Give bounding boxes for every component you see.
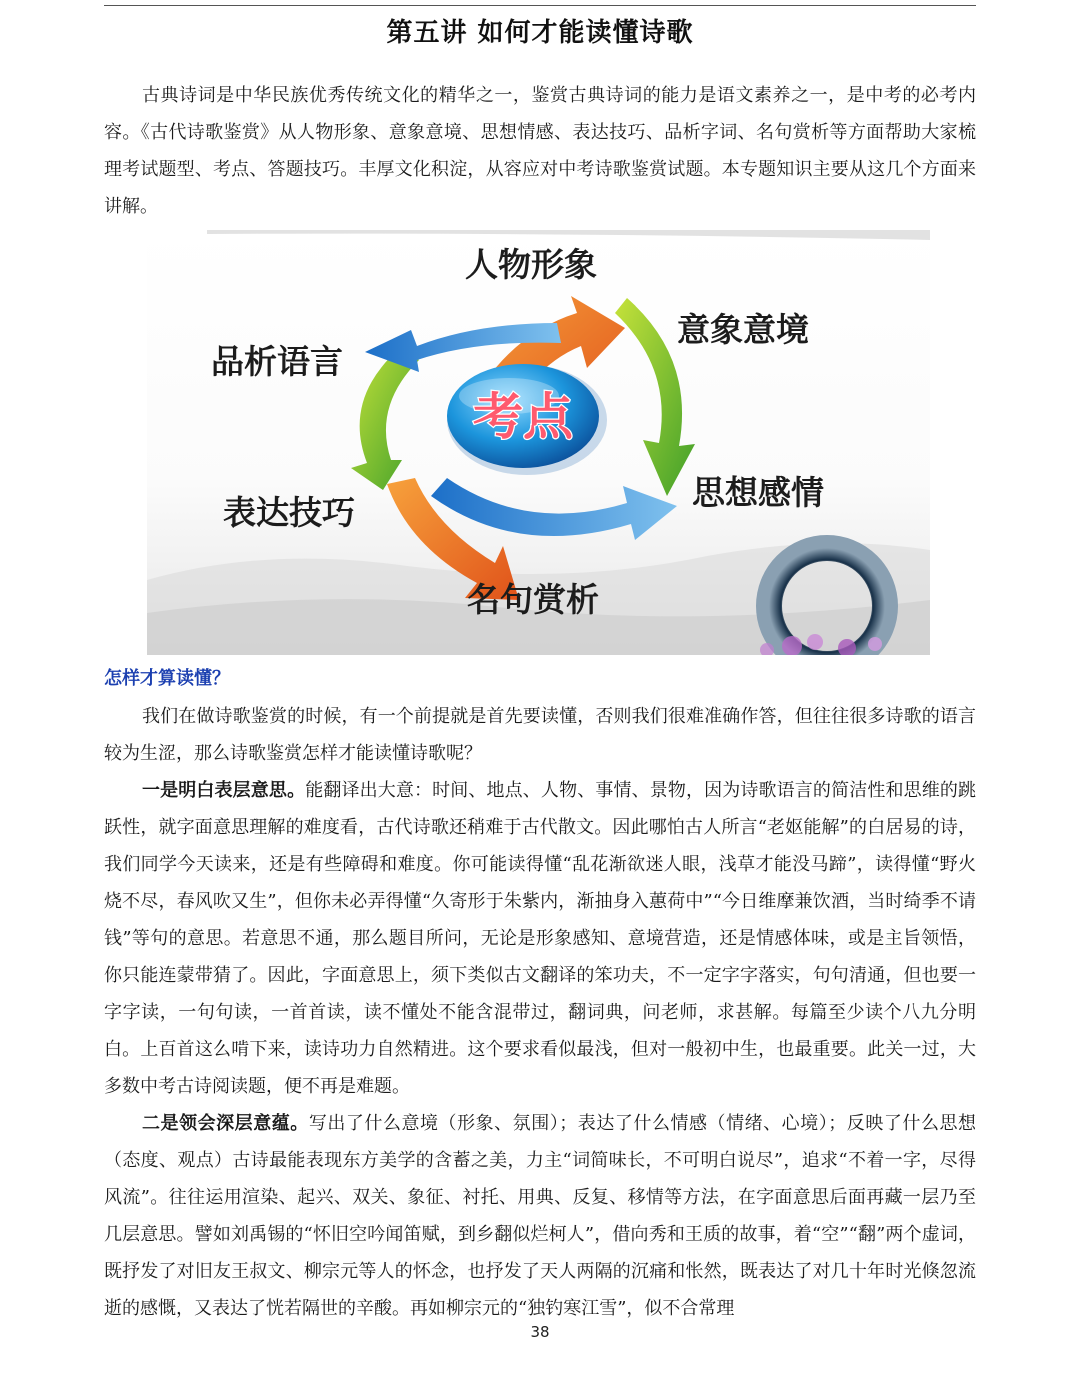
label-character-image: 人物形象 [465, 245, 597, 284]
intro-paragraph: 古典诗词是中华民族优秀传统文化的精华之一，鉴赏古典诗词的能力是语文素养之一，是中考的必考内容。《古代诗歌鉴赏》从人物形象、意象意境、思想情感、表达技巧、品析字词、名句赏析等方面帮助大家梳理考试题型、考点、答题技巧。丰厚文化积淀，从容应对中考诗歌鉴赏试题。本专题知识主要从这几个方面来讲解。 [104, 85, 976, 217]
paragraph-surface-meaning [104, 772, 976, 1105]
label-famous-lines: 名句赏析 [467, 580, 599, 619]
page-number: 38 [530, 1323, 550, 1341]
paragraph-reading-premise: 我们在做诗歌鉴赏的时候，有一个前提就是首先要读懂，否则我们很难准确作答，但往往很多诗歌的语言较为生涩，那么诗歌鉴赏怎样才能读懂诗歌呢？ [104, 706, 976, 764]
section-subheading: 怎样才算读懂？ [104, 668, 230, 689]
label-imagery-mood: 意象意境 [677, 310, 809, 349]
label-expression-techniques: 表达技巧 [223, 493, 355, 532]
label-language-analysis: 品析语言 [211, 342, 343, 381]
paragraph-deep-meaning [104, 1105, 976, 1327]
exam-points-diagram [147, 228, 930, 655]
surface-meaning-body: 能翻译出大意：时间、地点、人物、事情、景物，因为诗歌语言的简洁性和思维的跳跃性，就字面意思理解的难度看，古代诗歌还稍难于古代散文。因此哪怕古人所言“老妪能解”的白居易的诗，我们同学今天读来，还是有些障碍和难度。你可能读得懂“乱花渐欲迷人眼，浅草才能没马蹄”，读得懂“野火烧不尽，春风吹又生”，但你未必弄得懂“久寄形于朱紫内，渐抽身入蕙荷中”“今日维摩兼饮酒，当时绮季不请钱”等句的意思。若意思不通，那么题目所问，无论是形象感知、意境营造，还是情感体味，或是主旨领悟，你只能连蒙带猜了。因此，字面意思上，须下类似古文翻译的笨功夫，不一定字字落实，句句清通，但也要一字字读，一句句读，一首首读，读不懂处不能含混带过，翻词典，问老师，求甚解。每篇至少读个八九分明白。上百首这么啃下来，读诗功力自然精进。这个要求看似最浅，但对一般初中生，也最重要。此关一过，大多数中考古诗阅读题，便不再是难题。 [104, 780, 976, 1097]
deep-meaning-lead: 二是领会深层意蕴。 [142, 1113, 309, 1134]
top-rule [104, 5, 976, 6]
page-title: 第五讲 如何才能读懂诗歌 [386, 18, 694, 48]
deep-meaning-body: 写出了什么意境（形象、氛围）；表达了什么情感（情绪、心境）；反映了什么思想（态度、观点）古诗最能表现东方美学的含蓄之美，力主“词简味长，不可明白说尽”，追求“不着一字，尽得风流”。往往运用渲染、起兴、双关、象征、衬托、用典、反复、移情等方法，在字面意思后面再藏一层乃至几层意思。譬如刘禹锡的“怀旧空吟闻笛赋，到乡翻似烂柯人”，借向秀和王质的故事，着“空”“翻”两个虚词，既抒发了对旧友王叔文、柳宗元等人的怀念，也抒发了天人两隔的沉痛和怅然，既表达了对几十年时光倏忽流逝的感慨，又表达了恍若隔世的辛酸。再如柳宗元的“独钓寒江雪”，似不合常理 [104, 1113, 977, 1319]
label-thoughts-feelings: 思想感情 [692, 473, 824, 512]
center-label: 考点 [473, 388, 573, 446]
surface-meaning-lead: 一是明白表层意思。 [142, 780, 306, 801]
